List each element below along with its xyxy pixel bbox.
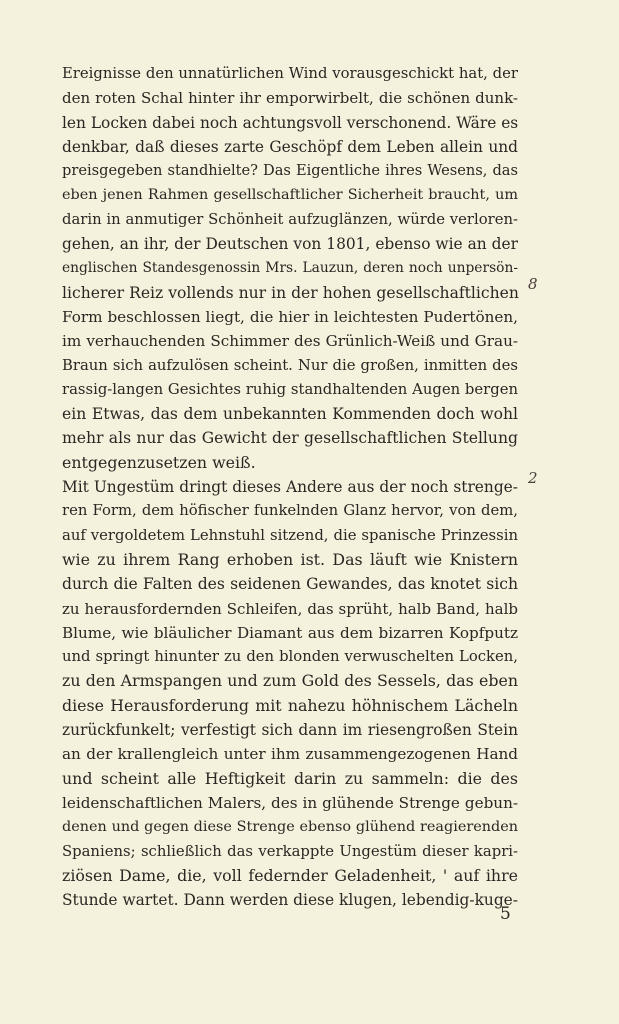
text-line: entgegenzusetzen weiß. (62, 452, 256, 472)
text-line: ren Form, dem höfischer funkelnden Glanz hervor, von dem, (62, 502, 518, 520)
text-line: Stunde wartet. Dann werden diese klugen, lebendig-kuge- (62, 891, 518, 910)
text-line: leidenschaftlichen Malers, des in glühende Strenge gebun- (62, 793, 518, 812)
text-line: denkbar, daß dieses zarte Geschöpf dem Leben allein und (62, 137, 518, 156)
text-line: denen und gegen diese Strenge ebenso glühend reagierenden (62, 819, 518, 836)
text-line: Ereignisse den unnatürlichen Wind vorausgeschickt hat, der (62, 65, 518, 82)
text-line: ziösen Dame, die, voll federnder Geladenheit, ' auf ihre (62, 865, 518, 885)
text-line: preisgegeben standhielte? Das Eigentliche ihres Wesens, das (62, 162, 518, 180)
text-line: und scheint alle Heftigkeit darin zu sammeln: die des (62, 768, 518, 788)
text-line: und springt hinunter zu den blonden verwuschelten Locken, (62, 648, 518, 666)
text-line: zurückfunkelt; verfestigt sich dann im riesengroßen Stein (62, 721, 518, 740)
text-line: auf vergoldetem Lehnstuhl sitzend, die spanische Prinzessin (62, 526, 518, 544)
text-line: den roten Schal hinter ihr emporwirbelt, die schönen dunk- (62, 89, 518, 108)
text-line: gehen, an ihr, der Deutschen von 1801, ebenso wie an der (62, 235, 518, 254)
text-line: wie zu ihrem Rang erhoben ist. Das läuft wie Knistern (62, 549, 518, 569)
page-number: 5 (500, 904, 511, 924)
text-line: zu den Armspangen und zum Gold des Sessels, das eben (62, 671, 518, 691)
body-text (62, 62, 518, 912)
text-line (62, 475, 518, 499)
text-line: durch die Falten des seidenen Gewandes, das knotet sich (62, 575, 518, 594)
margin-note: 8 (528, 275, 538, 293)
text-line: Braun sich aufzulösen scheint. Nur die großen, inmitten des (62, 356, 518, 374)
text-line: licherer Reiz vollends nur in der hohen gesellschaftlichen (62, 283, 519, 302)
text-line-content: Mit Ungestüm dringt dieses Andere aus der noch strenge- (62, 478, 518, 497)
text-line: Spaniens; schließlich das verkappte Ungestüm dieser kapri- (62, 842, 518, 860)
text-line: len Locken dabei noch achtungsvoll verschonend. Wäre es (62, 113, 519, 132)
text-line: diese Herausforderung mit nahezu höhnischem Lächeln (62, 695, 518, 715)
text-line: eben jenen Rahmen gesellschaftlicher Sicherheit braucht, um (62, 187, 518, 204)
paragraph-1 (62, 62, 518, 475)
text-line: englischen Standesgenossin Mrs. Lauzun, deren noch unpersön- (62, 260, 518, 277)
paragraph-2 (62, 475, 518, 912)
text-line: darin in anmutiger Schönheit aufzuglänzen, würde verloren- (62, 210, 518, 228)
text-line: Blume, wie bläulicher Diamant aus dem bizarren Kopfputz (62, 623, 518, 642)
text-line: zu herausfordernden Schleifen, das sprüht, halb Band, halb (62, 599, 518, 618)
text-line: im verhauchenden Schimmer des Grünlich-Weiß und Grau- (62, 332, 518, 351)
text-line: ein Etwas, das dem unbekannten Kommenden doch wohl (62, 405, 518, 424)
margin-note: 2 (528, 469, 538, 487)
text-line: an der krallengleich unter ihm zusammengezogenen Hand (62, 745, 518, 764)
text-line: mehr als nur das Gewicht der gesellschaftlichen Stellung (62, 429, 518, 448)
text-line: Form beschlossen liegt, die hier in leichtesten Pudertönen, (62, 307, 518, 326)
text-line: rassig-langen Gesichtes ruhig standhaltenden Augen bergen (62, 380, 518, 398)
